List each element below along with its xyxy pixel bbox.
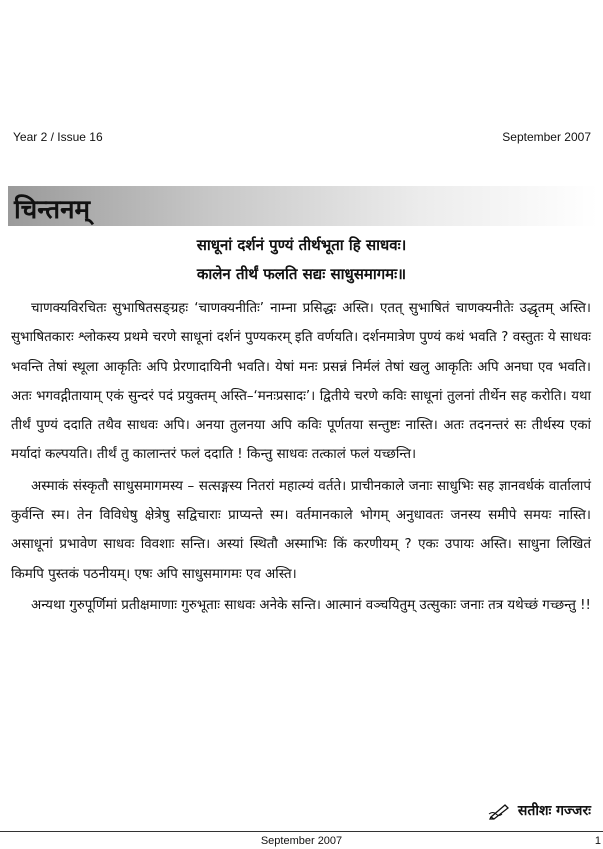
issue-label: Year 2 / Issue 16 xyxy=(13,130,103,144)
author-name: सतीशः गज्जरः xyxy=(517,803,591,819)
author-signature xyxy=(488,801,591,820)
paragraph-1: चाणक्यविरचितः सुभाषितसङ्ग्रहः ‘चाणक्यनीतिः’ नाम्ना प्रसिद्धः अस्ति। एतत् सुभाषितं चाणक्यनीतेः उद्धृतम् अस्ति। सुभाषितकारः श्लोकस्य प्रथमे चरणे साधूनां दर्शनं पुण्यकरम् इति वर्णयति। दर्शनमात्रेण पुण्यं कथं भवति ? वस्तुतः ये साधवः भवन्ति तेषां स्थूला आकृतिः अपि प्रेरणादायिनी भवति। येषां मनः प्रसन्नं निर्मलं तेषां खलु आकृतिः अपि अनघा एव भवति। अतः भगवद्गीतायाम् एकं सुन्दरं पदं प्रयुक्तम् अस्ति–‘मनःप्रसादः’। द्वितीये चरणे कविः साधूनां तुलनां तीर्थेन सह करोति। यथा तीर्थं पुण्यं ददाति तथैव साधवः अपि। अनया तुलनया अपि कविः पूर्णतया सन्तुष्टः नास्ति। अतः तदनन्तरं सः तीर्थस्य एकां मर्यादां कल्पयति। तीर्थं तु कालान्तरं फलं ददाति ! किन्तु साधवः तत्कालं फलं यच्छन्ति। xyxy=(11,301,591,463)
verse-line-1: साधूनां दर्शनं पुण्यं तीर्थभूता हि साधवः। xyxy=(196,236,407,254)
page-number: 1 xyxy=(594,835,601,847)
pen-icon xyxy=(488,802,512,820)
footer-date: September 2007 xyxy=(260,835,343,847)
section-title: चिन्तनम् xyxy=(14,195,91,225)
paragraph-3: अन्यथा गुरुपूर्णिमां प्रतीक्षमाणाः गुरुभूताः साधवः अनेके सन्ति। आत्मानं वञ्चयितुम् उत्सुकाः जनाः तत्र यथेच्छं गच्छन्तु !! xyxy=(31,597,591,613)
section-title-bar xyxy=(8,186,598,226)
header-date: September 2007 xyxy=(502,130,591,144)
verse-line-2: कालेन तीर्थं फलति सद्यः साधुसमागमः॥ xyxy=(196,265,407,283)
paragraph-2: अस्माकं संस्कृतौ साधुसमागमस्य – सत्सङ्गस्य नितरां महात्म्यं वर्तते। प्राचीनकाले जनाः साधुभिः सह ज्ञानवर्धकं वार्तालापं कुर्वन्ति स्म। तेन विविधेषु क्षेत्रेषु सद्विचाराः प्राप्यन्ते स्म। वर्तमानकाले भोगम् अनुधावतः जनस्य समीपे समयः नास्ति। असाधूनां प्रभावेण साधवः विवशाः सन्ति। अस्यां स्थितौ अस्माभिः किं करणीयम् ? एकः उपायः अस्ति। साधुना लिखितं किमपि पुस्तकं पठनीयम्। एषः अपि साधुसमागमः एव अस्ति। xyxy=(11,478,591,582)
article-body xyxy=(11,294,591,620)
footer-divider xyxy=(0,831,603,832)
